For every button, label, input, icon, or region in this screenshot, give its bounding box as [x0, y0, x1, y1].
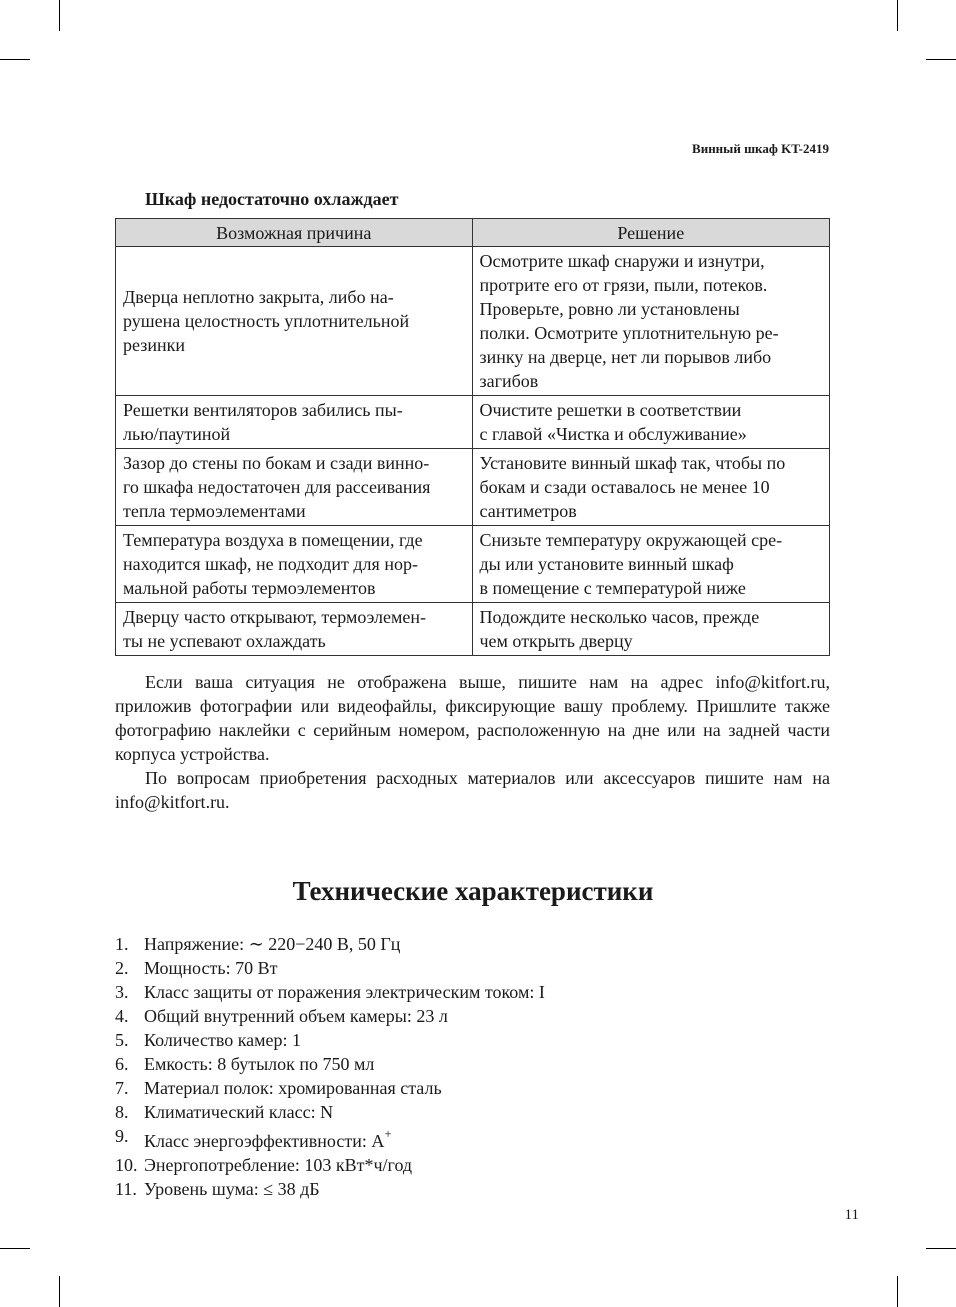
spec-number: 8. — [115, 1102, 129, 1122]
table-row — [116, 526, 830, 603]
table-row — [116, 396, 830, 449]
table-row — [116, 603, 830, 656]
spec-text-main: Напряжение: ∼ 220−240 В, 50 Гц — [144, 934, 401, 954]
running-header: Винный шкаф KT-2419 — [692, 141, 829, 156]
spec-item — [115, 956, 830, 980]
spec-text — [144, 932, 400, 956]
section-title: Шкаф недостаточно охлаждает — [145, 189, 399, 209]
column-header-cause: Возможная причина — [116, 219, 473, 247]
troubleshooting-table — [115, 218, 830, 656]
column-header-solution: Решение — [472, 219, 830, 247]
table-cell-cause: Решетки вентиляторов забились пы- лью/паутиной — [116, 396, 473, 449]
spec-superscript: + — [384, 1126, 392, 1141]
spec-text-main: Емкость: 8 бутылок по 750 мл — [144, 1054, 375, 1074]
spec-text-main: Класс энергоэффективности: A — [144, 1131, 385, 1151]
spec-text-main: Материал полок: хромированная сталь — [144, 1078, 442, 1098]
spec-item — [115, 1052, 830, 1076]
spec-text — [144, 1076, 442, 1100]
spec-text — [144, 1100, 333, 1124]
crop-mark — [0, 59, 30, 60]
spec-number: 1. — [115, 934, 129, 954]
table-cell-cause: Дверца неплотно закрыта, либо на- рушена целостность уплотнительной резинки — [116, 247, 473, 396]
table-cell-cause: Температура воздуха в помещении, где находится шкаф, не подходит для нор- мальной работы термоэлементов — [116, 526, 473, 603]
accessories-paragraph: По вопросам приобретения расходных материалов или аксессуаров пишите нам на info@kitfort.ru. — [115, 768, 830, 812]
spec-number: 11. — [115, 1179, 137, 1199]
spec-item — [115, 1076, 830, 1100]
spec-item — [115, 932, 830, 956]
page-number: 11 — [844, 1207, 859, 1223]
spec-number: 2. — [115, 958, 129, 978]
spec-text — [144, 956, 277, 980]
spec-text-main: Общий внутренний объем камеры: 23 л — [144, 1006, 448, 1026]
spec-number: 7. — [115, 1078, 129, 1098]
spec-item — [115, 1153, 830, 1177]
spec-number: 9. — [115, 1126, 129, 1146]
spec-text-main: Энергопотребление: 103 кВт*ч/год — [144, 1155, 413, 1175]
spec-text — [144, 1124, 392, 1153]
spec-text-main: Класс защиты от поражения электрическим током: I — [144, 982, 545, 1002]
spec-text — [144, 980, 545, 1004]
spec-text-main: Уровень шума: ≤ 38 дБ — [144, 1179, 320, 1199]
spec-number: 6. — [115, 1054, 129, 1074]
spec-text — [144, 1004, 448, 1028]
crop-mark — [0, 1248, 30, 1249]
table-cell-solution: Очистите решетки в соответствии с главой «Чистка и обслуживание» — [472, 396, 830, 449]
specs-title: Технические характеристики — [292, 876, 654, 906]
spec-item — [115, 1028, 830, 1052]
spec-text — [144, 1028, 301, 1052]
crop-mark — [926, 1248, 956, 1249]
table-cell-solution: Подождите несколько часов, прежде чем открыть дверцу — [472, 603, 830, 656]
spec-text — [144, 1177, 320, 1201]
spec-number: 5. — [115, 1030, 129, 1050]
spec-item — [115, 1177, 830, 1201]
spec-number: 3. — [115, 982, 129, 1002]
crop-mark — [926, 59, 956, 60]
contact-paragraphs — [115, 670, 830, 814]
table-cell-solution: Снизьте температуру окружающей сре- ды или установите винный шкаф в помещение с температурой ниже — [472, 526, 830, 603]
table-cell-solution: Осмотрите шкаф снаружи и изнутри, протрите его от грязи, пыли, потеков. Проверьте, ровно ли установлены полки. Осмотрите уплотнительную ре- зинку на дверце, нет ли порывов либо загибов — [472, 247, 830, 396]
contact-paragraph: Если ваша ситуация не отображена выше, пишите нам на адрес info@kitfort.ru, приложив фотографии или видеофайлы, фиксирующие вашу проблему. Пришлите также фотографию наклейки с серийным номером, расположенную на дне или на задней части корпуса устройства. — [115, 672, 830, 764]
spec-number: 4. — [115, 1006, 129, 1026]
crop-mark — [897, 0, 898, 31]
table-cell-solution: Установите винный шкаф так, чтобы по бокам и сзади оставалось не менее 10 сантиметров — [472, 449, 830, 526]
crop-mark — [59, 0, 60, 31]
table-cell-cause: Дверцу часто открывают, термоэлемен- ты не успевают охлаждать — [116, 603, 473, 656]
spec-item — [115, 1004, 830, 1028]
crop-mark — [59, 1276, 60, 1307]
spec-item — [115, 1124, 830, 1153]
table-row — [116, 247, 830, 396]
spec-text — [144, 1052, 374, 1076]
table-cell-cause: Зазор до стены по бокам и сзади винно- го шкафа недостаточен для рассеивания тепла термоэлементами — [116, 449, 473, 526]
spec-text-main: Мощность: 70 Вт — [144, 958, 278, 978]
table-header-row — [116, 219, 830, 247]
spec-item — [115, 1100, 830, 1124]
spec-number: 10. — [115, 1155, 138, 1175]
spec-text — [144, 1153, 412, 1177]
crop-mark — [897, 1276, 898, 1307]
spec-item — [115, 980, 830, 1004]
spec-text-main: Климатический класс: N — [144, 1102, 334, 1122]
table-row — [116, 449, 830, 526]
specs-list — [115, 932, 830, 1201]
spec-text-main: Количество камер: 1 — [144, 1030, 302, 1050]
